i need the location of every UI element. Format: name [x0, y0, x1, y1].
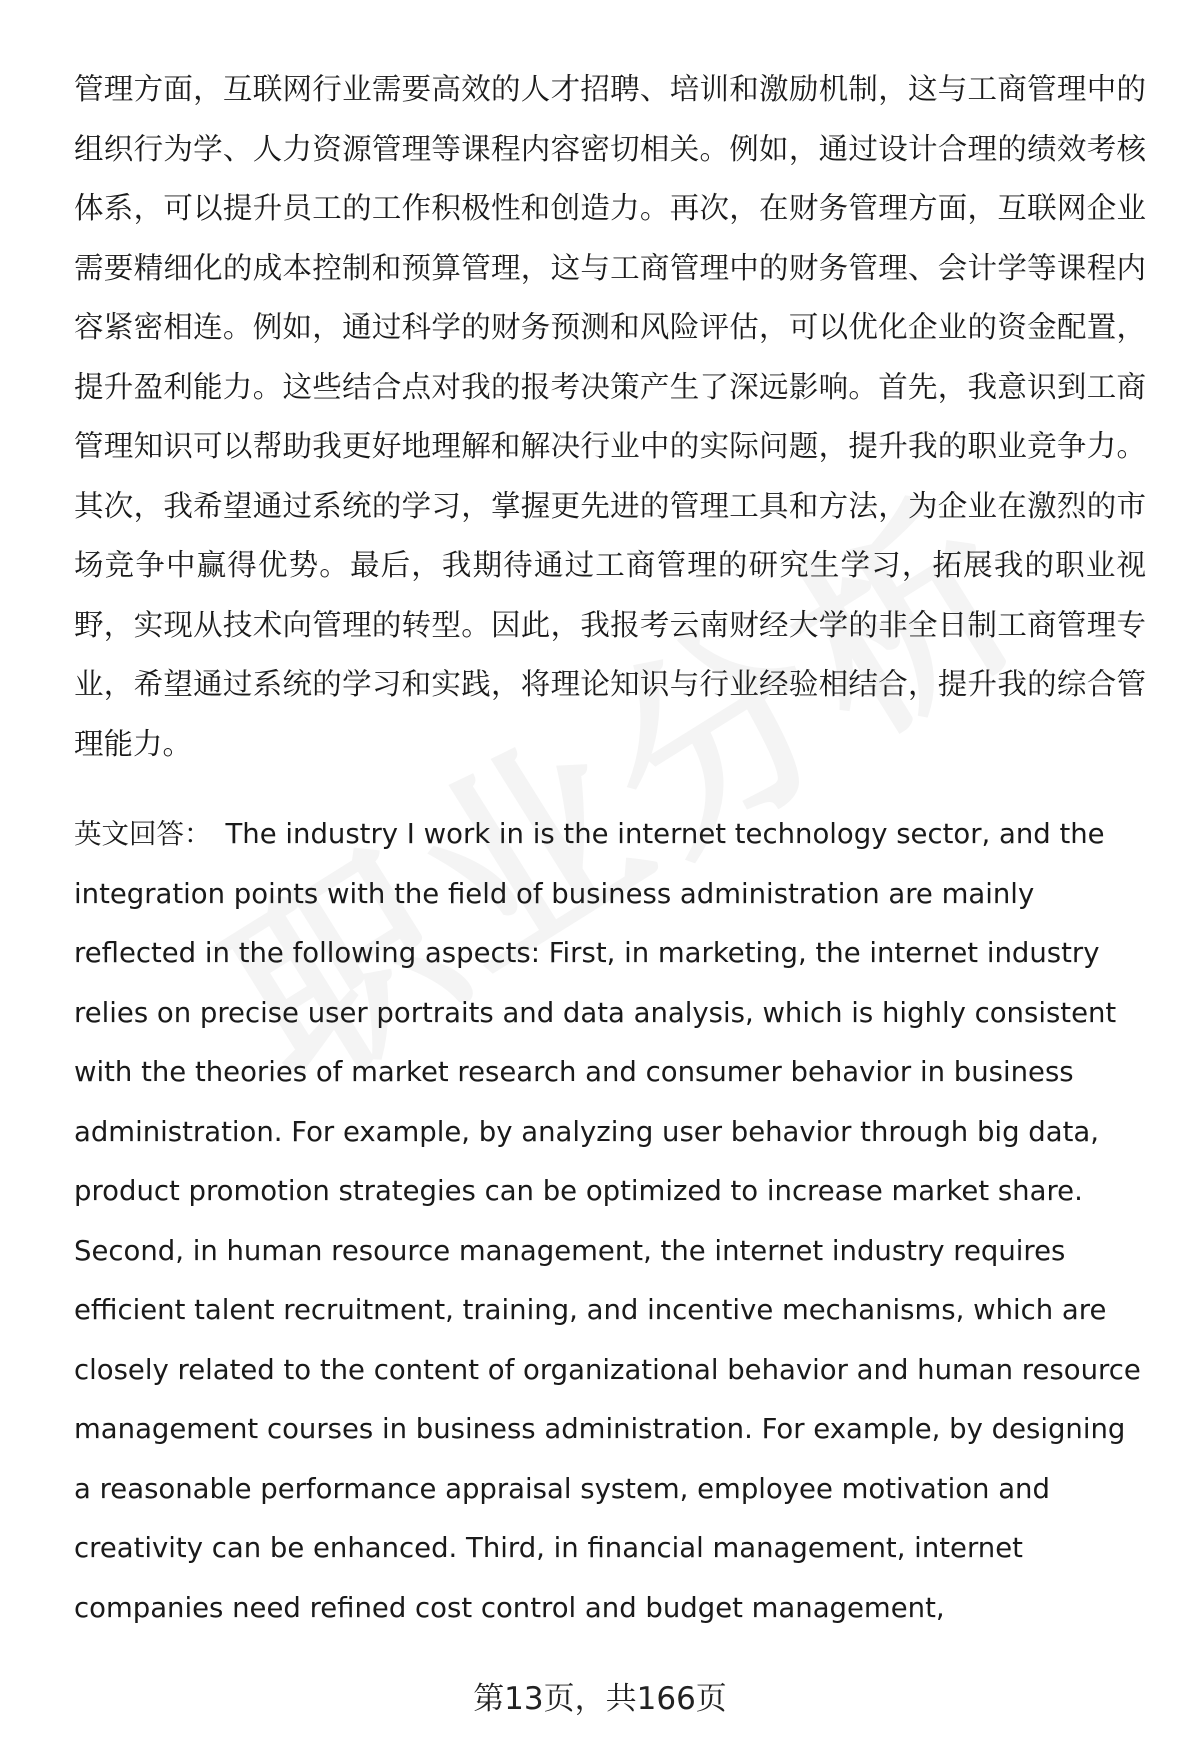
english-answer-paragraph: The industry I work in is the internet technology sector, and the integration points with the field of business administration are mainly reflected in the following aspects: First, in marketing, the internet industry relies on precise user portraits and data analysis, which is highly consistent with the theories of market research and consumer behavior in business administration. For example, by analyzing user behavior through big data, product promotion strategies can be optimized to increase market share. Second, in human resource management, the internet industry requires efficient talent recruitment, training, and incentive mechanisms, which are closely related to the content of organizational behavior and human resource management courses in business administration. For example, by designing a reasonable performance appraisal system, employee motivation and creativity can be enhanced. Third, in financial management, internet companies need refined cost control and budget management,: [74, 818, 1141, 1624]
chinese-answer-paragraph: 管理方面，互联网行业需要高效的人才招聘、培训和激励机制，这与工商管理中的组织行为学、人力资源管理等课程内容密切相关。例如，通过设计合理的绩效考核体系，可以提升员工的工作积极性和创造力。再次，在财务管理方面，互联网企业需要精细化的成本控制和预算管理，这与工商管理中的财务管理、会计学等课程内容紧密相连。例如，通过科学的财务预测和风险评估，可以优化企业的资金配置，提升盈利能力。这些结合点对我的报考决策产生了深远影响。首先，我意识到工商管理知识可以帮助我更好地理解和解决行业中的实际问题，提升我的职业竞争力。其次，我希望通过系统的学习，掌握更先进的管理工具和方法，为企业在激烈的市场竞争中赢得优势。最后，我期待通过工商管理的研究生学习，拓展我的职业视野，实现从技术向管理的转型。因此，我报考云南财经大学的非全日制工商管理专业，希望通过系统的学习和实践，将理论知识与行业经验相结合，提升我的综合管理能力。: [74, 72, 1146, 761]
english-answer-section: [74, 805, 1146, 1638]
page-number-footer: 第13页，共166页: [473, 1681, 727, 1717]
english-answer-label: 英文回答：: [74, 818, 212, 850]
